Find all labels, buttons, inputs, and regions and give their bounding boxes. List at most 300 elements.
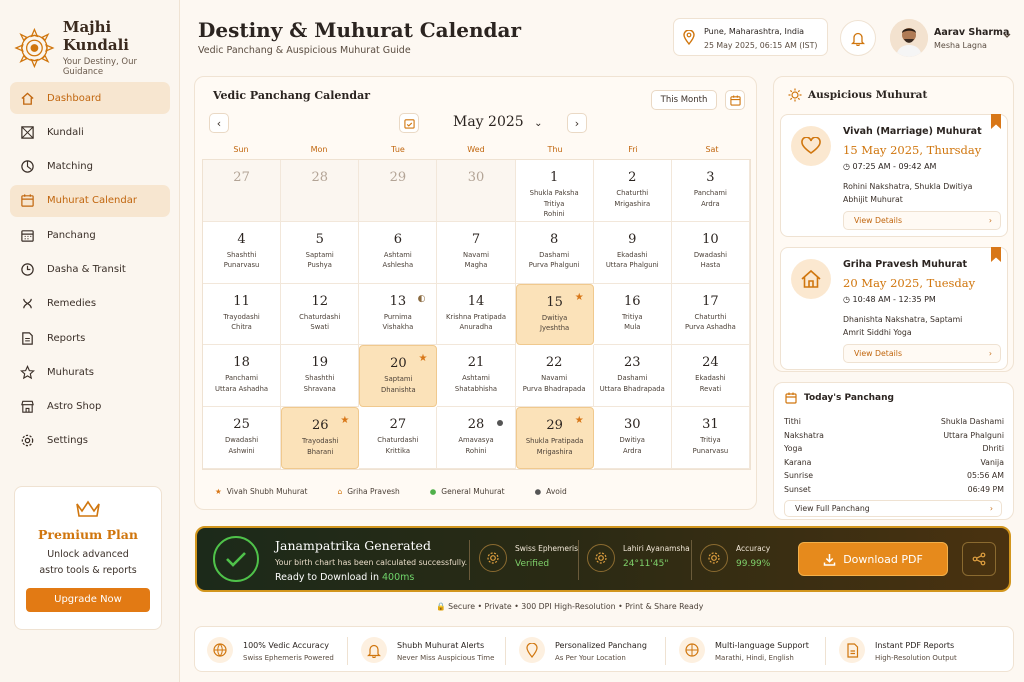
divider — [347, 637, 348, 665]
calendar-day-cell[interactable] — [281, 407, 359, 469]
prev-month-button[interactable] — [209, 113, 229, 133]
chevron-down-icon: ⌄ — [534, 118, 543, 129]
star-icon: ★ — [574, 415, 584, 427]
calendar-day-cell[interactable] — [672, 407, 750, 469]
tithi-label: Trayodashi — [223, 312, 260, 321]
calendar-day-cell[interactable] — [594, 345, 672, 407]
day-number: 5 — [315, 231, 324, 247]
view-details-button[interactable] — [843, 211, 1001, 230]
tithi-label: Dwadashi — [224, 436, 259, 445]
gear-icon — [20, 433, 35, 448]
feature-title: Shubh Muhurat Alerts — [397, 641, 485, 650]
tithi-label: Purnima — [383, 312, 412, 321]
nakshatra-label: Uttara Bhadrapada — [599, 384, 665, 393]
today-button[interactable] — [399, 113, 419, 133]
auspicious-muhurat-title: Auspicious Muhurat — [808, 89, 928, 101]
sidebar-item-astro-shop[interactable] — [10, 391, 170, 423]
home-icon — [20, 91, 35, 106]
day-number: 25 — [233, 417, 250, 433]
stat-value: Verified — [515, 559, 550, 569]
banner-title: Janampatrika Generated — [275, 538, 431, 553]
banner-ready-time: 400ms — [382, 572, 415, 583]
day-number: 21 — [467, 355, 485, 371]
house-icon — [791, 259, 831, 299]
calendar-day-cell[interactable] — [516, 222, 594, 284]
brand-logo[interactable] — [14, 18, 179, 77]
tithi-label: Shashthi — [304, 374, 335, 383]
nakshatra-label: Purva Bhadrapada — [522, 384, 586, 393]
legend-griha-label: Griha Pravesh — [347, 487, 400, 496]
panchang-value: 05:56 AM — [966, 471, 1004, 480]
legend-avoid — [535, 487, 567, 496]
panchang-value: Dhriti — [982, 444, 1004, 453]
muhurat-date: 20 May 2025, Tuesday — [843, 276, 976, 290]
nakshatra-label: Anuradha — [459, 323, 493, 332]
clock-icon: ◷ — [843, 162, 850, 171]
calendar-icon — [785, 392, 797, 404]
day-number: 1 — [549, 170, 559, 185]
calendar-day-cell[interactable] — [672, 345, 750, 407]
location-text: Pune, Maharashtra, India — [704, 27, 805, 36]
stat-label: Swiss Ephemeris — [515, 544, 579, 553]
calendar-day-cell[interactable] — [594, 407, 672, 469]
location-pin-icon — [683, 30, 695, 45]
bell-icon — [361, 637, 387, 663]
document-icon — [839, 637, 865, 663]
legend-avoid-label: Avoid — [546, 487, 567, 496]
feature-title: Instant PDF Reports — [875, 641, 955, 650]
calendar-icon — [730, 95, 741, 106]
page-title: Destiny & Muhurat Calendar — [198, 18, 521, 42]
calendar-picker-button[interactable] — [725, 90, 745, 110]
dasha-icon — [20, 262, 35, 277]
muhurat-time-text: 07:25 AM - 09:42 AM — [852, 162, 937, 171]
sidebar-item-label: Astro Shop — [47, 401, 102, 413]
sidebar-item-reports[interactable] — [10, 322, 170, 354]
sidebar-item-label: Kundali — [47, 126, 84, 138]
day-number: 29 — [389, 170, 407, 185]
gear-icon — [700, 544, 728, 572]
mandala-logo-icon — [14, 27, 55, 69]
day-number: 22 — [545, 355, 563, 371]
feature-title: Personalized Panchang — [555, 641, 647, 650]
user-avatar-icon — [890, 19, 928, 57]
nakshatra-label: Purva Phalguni — [528, 261, 580, 270]
dark-dot-icon: ● — [534, 487, 542, 496]
day-number: 11 — [233, 293, 250, 309]
panchang-row-tithi — [784, 417, 1004, 426]
legend-griha — [337, 487, 399, 496]
calendar-day-cell[interactable] — [281, 222, 359, 284]
success-check-icon — [213, 536, 259, 582]
day-number: 8 — [549, 231, 559, 247]
tithi-label: Chaturdashi — [377, 436, 419, 445]
muhurat-time-text: 10:48 AM - 12:35 PM — [852, 295, 936, 304]
share-button[interactable] — [962, 542, 996, 576]
secure-note: 🔒 Secure • Private • 300 DPI High-Resolution • Print & Share Ready — [436, 602, 704, 611]
day-number: 6 — [393, 231, 402, 247]
muhurat-notes — [843, 180, 972, 206]
auspicious-muhurat-panel — [773, 76, 1014, 372]
star-icon: ★ — [418, 353, 428, 365]
calendar-day-cell[interactable] — [672, 284, 750, 346]
sidebar-item-dasha-transit[interactable] — [10, 253, 170, 285]
feature-subtitle: High-Resolution Output — [875, 654, 957, 662]
nakshatra-label: Swati — [310, 323, 329, 332]
day-number: 28 — [467, 417, 485, 433]
calendar-day-cell[interactable] — [281, 345, 359, 407]
muhurat-note: Rohini Nakshatra, Shukla Dwitiya — [843, 182, 973, 191]
day-number: 30 — [624, 417, 641, 433]
tithi-label: Ekadashi — [695, 374, 726, 383]
bell-icon — [851, 31, 865, 46]
chevron-right-icon: › — [988, 216, 992, 225]
bookmark-icon[interactable] — [991, 247, 1001, 262]
divider — [469, 540, 470, 580]
tithi-label: Krishna Pratipada — [445, 312, 507, 321]
tithi-label: Dwadashi — [693, 250, 728, 259]
star-icon: ★ — [215, 487, 222, 496]
muhurat-note: Abhijit Muhurat — [843, 195, 903, 204]
tithi-label: Dwitiya — [541, 313, 568, 322]
nakshatra-label: Uttara Ashadha — [215, 384, 269, 393]
muhurat-card-vivah[interactable] — [780, 114, 1008, 237]
nakshatra-label: Ashlesha — [382, 261, 414, 270]
this-month-button[interactable]: This Month — [651, 90, 717, 110]
calendar-day-cell[interactable] — [594, 160, 672, 222]
muhurat-date: 15 May 2025, Thursday — [843, 143, 982, 157]
day-number: 16 — [624, 293, 641, 309]
sidebar-item-label: Matching — [47, 161, 93, 173]
calendar-day-cell[interactable] — [516, 407, 594, 469]
tithi-label: Ekadashi — [617, 250, 648, 259]
moon-icon: ◐ — [417, 293, 426, 304]
legend-vivah — [215, 487, 307, 496]
sidebar-item-label: Dasha & Transit — [47, 263, 126, 275]
nakshatra-label: Rohini — [543, 210, 565, 218]
sidebar-item-label: Settings — [47, 435, 89, 447]
calendar-day-cell[interactable] — [359, 160, 437, 222]
sidebar-item-kundali[interactable] — [10, 116, 170, 148]
panchang-icon — [20, 228, 35, 243]
calendar-title: Vedic Panchang Calendar — [213, 89, 371, 102]
features-bar — [194, 626, 1014, 672]
remedies-icon — [20, 296, 35, 311]
sidebar-item-muhurat-calendar[interactable] — [10, 185, 170, 217]
calendar-day-cell[interactable] — [203, 222, 281, 284]
calendar-day-cell[interactable] — [672, 160, 750, 222]
share-icon — [972, 552, 986, 566]
next-month-button[interactable] — [567, 113, 587, 133]
panchang-value: 06:49 PM — [967, 484, 1004, 494]
nakshatra-label: Ashwini — [228, 446, 255, 455]
reports-icon — [20, 331, 35, 346]
stat-value: 24°11'45" — [623, 559, 669, 569]
banner-ready — [275, 572, 414, 583]
premium-desc-line1: Unlock advanced — [47, 549, 129, 560]
sidebar-item-label: Reports — [47, 332, 86, 344]
panchang-key: Nakshatra — [784, 430, 824, 440]
sidebar-item-label: Muhurats — [47, 366, 95, 378]
sidebar-item-label: Muhurat Calendar — [47, 195, 137, 207]
day-number: 24 — [702, 355, 719, 371]
nakshatra-label: Shatabhisha — [454, 384, 498, 393]
avatar[interactable] — [890, 19, 928, 57]
day-number: 29 — [546, 418, 563, 434]
location-selector[interactable] — [673, 18, 828, 56]
calendar-day-cell[interactable] — [516, 284, 594, 346]
divider — [505, 637, 506, 665]
divider — [665, 637, 666, 665]
nakshatra-label: Magha — [464, 261, 488, 270]
view-details-label: View Details — [854, 349, 903, 358]
user-lagna: Mesha Lagna — [934, 41, 987, 50]
tithi-label: Dashami — [539, 250, 570, 259]
nakshatra-label: Mula — [624, 323, 641, 332]
sidebar-item-dashboard[interactable] — [10, 82, 170, 114]
star-icon: ★ — [574, 291, 584, 303]
muhurat-note: Dhanishta Nakshatra, Saptami — [843, 315, 963, 324]
day-number: 13 — [389, 293, 407, 309]
tithi-label: Chaturthi — [616, 189, 649, 197]
weekday-wed: Wed — [467, 145, 485, 154]
day-number: 20 — [390, 356, 407, 372]
premium-title: Premium Plan — [38, 527, 138, 542]
panchang-key: Karana — [784, 457, 812, 467]
notifications-button[interactable] — [840, 20, 876, 56]
day-number: 26 — [311, 418, 329, 434]
feature-title: Multi-language Support — [715, 641, 809, 650]
calendar-grid — [202, 159, 751, 470]
shop-icon — [20, 399, 35, 414]
nakshatra-label: Pushya — [307, 261, 332, 270]
weekday-sat: Sat — [705, 145, 719, 154]
nakshatra-label: Vishakha — [382, 323, 414, 332]
calendar-check-icon — [404, 118, 415, 129]
muhurat-notes — [843, 313, 962, 339]
day-number: 14 — [467, 293, 485, 309]
calendar-day-cell[interactable] — [437, 407, 515, 469]
calendar-day-cell[interactable] — [516, 160, 594, 222]
sidebar-item-remedies[interactable] — [10, 288, 170, 320]
calendar-day-cell[interactable] — [281, 160, 359, 222]
crown-icon — [75, 499, 101, 519]
panchang-key: Sunrise — [784, 471, 814, 480]
calendar-day-cell[interactable] — [516, 345, 594, 407]
sidebar-item-panchang[interactable] — [10, 219, 170, 251]
house-icon: ⌂ — [337, 487, 343, 496]
muhurat-card-griha-pravesh[interactable] — [780, 247, 1008, 370]
download-pdf-label: Download PDF — [843, 552, 923, 566]
calendar-day-cell[interactable] — [359, 222, 437, 284]
match-icon — [20, 159, 35, 174]
user-name: Aarav Sharma — [934, 27, 1010, 38]
legend-general-label: General Muhurat — [441, 487, 505, 496]
view-details-button[interactable] — [843, 344, 1001, 363]
nakshatra-label: Mrigashira — [614, 199, 651, 208]
month-label: May 2025 — [453, 114, 524, 130]
nakshatra-label: Hasta — [700, 261, 721, 270]
star-icon: ★ — [340, 415, 350, 427]
view-full-panchang-label: View Full Panchang — [795, 504, 870, 513]
sidebar-item-muhurats[interactable] — [10, 356, 170, 388]
calendar-day-cell[interactable] — [359, 345, 437, 407]
language-icon — [679, 637, 705, 663]
feature-subtitle: Marathi, Hindi, English — [715, 654, 794, 662]
view-details-label: View Details — [854, 216, 903, 225]
calendar-day-cell[interactable] — [203, 345, 281, 407]
calendar-day-cell[interactable] — [203, 407, 281, 469]
feature-subtitle: Never Miss Auspicious Time — [397, 654, 495, 662]
calendar-day-cell[interactable] — [672, 222, 750, 284]
divider — [825, 637, 826, 665]
todays-panchang-title: Today's Panchang — [804, 393, 894, 403]
weekday-thu: Thu — [547, 145, 563, 154]
tithi-label: Saptami — [305, 250, 334, 259]
muhurat-title: Vivah (Marriage) Muhurat — [843, 126, 982, 137]
tithi-label: Dwitiya — [619, 436, 645, 445]
green-dot-icon: ● — [429, 487, 437, 496]
view-full-panchang-button[interactable] — [784, 500, 1002, 517]
weekday-sun: Sun — [233, 145, 249, 154]
tithi-label: Panchami — [693, 189, 727, 197]
day-number: 7 — [471, 231, 481, 247]
day-number: 23 — [624, 355, 641, 371]
sidebar-item-label: Remedies — [47, 298, 97, 310]
panchang-row-sunset — [784, 485, 1004, 494]
tithi-label: Navami — [463, 250, 489, 259]
nakshatra-label: Punarvasu — [223, 261, 260, 270]
stat-value: 99.99% — [736, 559, 771, 569]
weekday-fri: Fri — [628, 145, 638, 154]
tithi-label: Shashthi — [226, 250, 257, 259]
star-icon — [20, 365, 35, 380]
day-number: 2 — [628, 170, 637, 185]
tithi-label: Trayodashi — [301, 437, 339, 446]
calendar-day-cell[interactable] — [359, 284, 437, 346]
feature-subtitle: As Per Your Location — [555, 654, 626, 662]
nakshatra-label: Chitra — [231, 323, 252, 332]
nakshatra-label: Krittika — [385, 446, 411, 455]
janampatrika-banner — [195, 526, 1011, 592]
avoid-dot-icon — [497, 420, 503, 426]
nakshatra-label: Uttara Phalguni — [605, 261, 659, 270]
heart-icon — [791, 126, 831, 166]
nakshatra-label: Mrigashira — [536, 447, 573, 456]
tithi-label: Amavasya — [458, 436, 494, 445]
day-number: 15 — [546, 294, 563, 310]
tithi-label: Shukla Pratipada — [525, 437, 584, 446]
feature-subtitle: Swiss Ephemeris Powered — [243, 654, 334, 662]
tithi-label: Tritiya — [621, 312, 643, 321]
stat-label: Accuracy — [736, 544, 771, 553]
nakshatra-label: Tritiya — [543, 199, 565, 208]
nakshatra-label: Punarvasu — [692, 446, 729, 455]
nakshatra-label: Dhanishta — [381, 385, 416, 394]
sidebar-item-label: Dashboard — [47, 92, 102, 104]
nakshatra-label: Bharani — [307, 447, 334, 456]
calendar-day-cell[interactable] — [281, 284, 359, 346]
tithi-label: Chaturdashi — [299, 312, 341, 321]
nakshatra-label: Purva Ashadha — [684, 323, 736, 332]
nakshatra-label: Jyeshtha — [540, 324, 570, 333]
bookmark-icon[interactable] — [991, 114, 1001, 129]
todays-panchang-card — [773, 382, 1014, 520]
chevron-down-icon[interactable] — [1002, 32, 1012, 40]
divider — [691, 540, 692, 580]
download-icon — [823, 553, 836, 566]
panchang-value: Vanija — [980, 457, 1004, 467]
nakshatra-label: Shravana — [303, 384, 336, 393]
banner-subtitle: Your birth chart has been calculated successfully. — [275, 558, 468, 567]
panchang-row-yoga — [784, 444, 1004, 453]
brand-tagline: Your Destiny, Our Guidance — [62, 57, 137, 77]
banner-ready-label: Ready to Download in — [275, 572, 379, 583]
calendar-day-cell[interactable] — [359, 407, 437, 469]
month-selector[interactable] — [453, 114, 543, 130]
day-number: 28 — [311, 170, 328, 185]
panchang-calendar-card — [194, 76, 757, 510]
calendar-day-cell[interactable] — [437, 345, 515, 407]
day-number: 9 — [628, 231, 637, 247]
tithi-label: Dashami — [617, 374, 648, 383]
panchang-key: Tithi — [784, 417, 801, 426]
calendar-day-cell[interactable] — [594, 284, 672, 346]
chevron-right-icon: › — [574, 116, 580, 130]
legend-general — [430, 487, 505, 496]
sidebar-item-matching[interactable] — [10, 151, 170, 183]
clock-icon: ◷ — [843, 295, 850, 304]
sidebar-item-label: Panchang — [47, 229, 96, 241]
day-number: 27 — [233, 170, 250, 185]
calendar-day-cell[interactable] — [437, 222, 515, 284]
premium-plan-card — [14, 486, 162, 630]
nakshatra-label: Ardra — [701, 199, 720, 208]
panchang-key: Sunset — [784, 484, 811, 494]
day-number: 27 — [389, 417, 407, 433]
tithi-label: Ashtami — [462, 374, 490, 383]
day-number: 30 — [467, 170, 485, 185]
muhurat-title: Griha Pravesh Muhurat — [843, 259, 968, 270]
sidebar-item-settings[interactable] — [10, 425, 170, 457]
sidebar-nav — [10, 82, 170, 459]
chart-icon — [20, 125, 35, 140]
calendar-day-cell[interactable] — [437, 284, 515, 346]
chevron-left-icon: ‹ — [216, 116, 222, 130]
download-pdf-button[interactable] — [798, 542, 948, 576]
legend-vivah-label: Vivah Shubh Muhurat — [226, 487, 308, 496]
upgrade-now-button[interactable]: Upgrade Now — [26, 588, 150, 612]
calendar-day-cell[interactable] — [203, 160, 281, 222]
chevron-right-icon: › — [988, 349, 992, 358]
location-pin-icon — [519, 637, 545, 663]
tithi-label: Tritiya — [700, 436, 721, 445]
nakshatra-label: Ardra — [622, 446, 642, 455]
premium-desc-line2: astro tools & reports — [39, 565, 137, 576]
calendar-day-cell[interactable] — [203, 284, 281, 346]
calendar-day-cell[interactable] — [594, 222, 672, 284]
muhurat-time — [843, 295, 936, 304]
stat-label: Lahiri Ayanamsha — [623, 544, 690, 553]
premium-desc — [15, 547, 161, 579]
day-number: 17 — [702, 293, 719, 309]
day-number: 31 — [702, 417, 719, 433]
day-number: 10 — [702, 231, 719, 247]
sun-icon — [788, 88, 802, 102]
calendar-day-cell[interactable] — [437, 160, 515, 222]
panchang-row-sunrise — [784, 471, 1004, 480]
location-datetime: 25 May 2025, 06:15 AM (IST) — [704, 41, 818, 50]
